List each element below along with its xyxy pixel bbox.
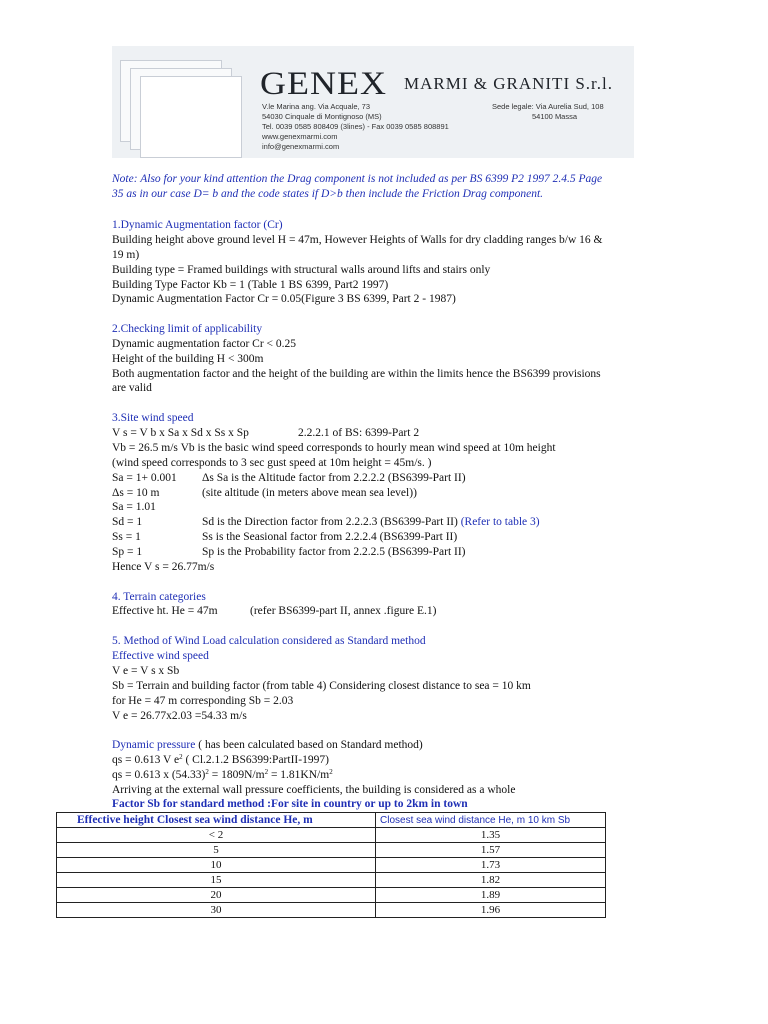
section-2-line: Both augmentation factor and the height of the building are within the limits hence the BS6399 provisions (112, 368, 601, 380)
factor-sb-title: Factor Sb for standard method :For site in country or up to 2km in town (112, 798, 468, 810)
address-line: info@genexmarmi.com (262, 142, 340, 151)
section-5-line: V e = V s x Sb (112, 665, 180, 677)
note-line: 35 as in our case D= b and the code states if D>b then include the Friction Drag component. (112, 188, 544, 200)
address-line: Tel. 0039 0585 808409 (3lines) - Fax 0039 0585 808891 (262, 122, 449, 131)
section-5-subtitle: Effective wind speed (112, 650, 209, 662)
table-row (57, 843, 606, 858)
table-cell: 1.57 (376, 843, 606, 858)
section-5-line: Sb = Terrain and building factor (from table 4) Considering closest distance to sea = 10 km (112, 680, 531, 692)
table-3-reference: (Refer to table 3) (457, 516, 540, 528)
section-1-title: 1.Dynamic Augmentation factor (Cr) (112, 219, 283, 231)
dynamic-pressure-line: Dynamic pressure ( has been calculated based on Standard method) (112, 739, 423, 751)
factor-row: Δs = 10 m (site altitude (in meters above mean sea level)) (112, 487, 417, 499)
factor-row: Ss = 1 Ss is the Seasional factor from 2.2.2.4 (BS6399-Part II) (112, 531, 458, 543)
company-logo: GENEX (260, 65, 387, 101)
address-line: www.genexmarmi.com (262, 132, 338, 141)
legal-line: 54100 Massa (532, 112, 578, 121)
qs-formula: qs = 0.613 V $e^2$ ( Cl.2.1.2 BS6399:PartII-1997) (112, 753, 329, 766)
table-row (57, 888, 606, 903)
legal-line: Sede legale: Via Aurelia Sud, 108 (492, 102, 604, 111)
table-cell: 1.82 (376, 873, 606, 888)
factor-row: Sa = 1.01 (112, 501, 156, 513)
factor-row: Sd = 1 Sd is the Direction factor from 2.2.2.3 (BS6399-Part II) (Refer to table 3) (112, 516, 540, 528)
table-header-cell: Effective height Closest sea wind distance He, m (57, 813, 376, 828)
section-5-line: V e = 26.77x2.03 =54.33 m/s (112, 710, 247, 722)
note-label: Note: (112, 173, 138, 185)
factor-row: Sa = 1+ 0.001 Δs Sa is the Altitude factor from 2.2.2.2 (BS6399-Part II) (112, 472, 466, 484)
section-3-line: Vb = 26.5 m/s Vb is the basic wind speed corresponds to hourly mean wind speed at 10m height (112, 442, 556, 454)
note-line: Note: Also for your kind attention the Drag component is not included as per BS 6399 P2 1997 2.4.5 Page (112, 173, 603, 185)
section-4-line: Effective ht. He = 47m (refer BS6399-part II, annex .figure E.1) (112, 605, 437, 617)
company-name: MARMI & GRANITI S.r.l. (404, 74, 614, 93)
section-2-title: 2.Checking limit of applicability (112, 323, 263, 335)
section-1-line: Dynamic Augmentation Factor Cr = 0.05(Figure 3 BS 6399, Part 2 - 1987) (112, 293, 456, 305)
table-cell: 30 (57, 903, 376, 918)
company-address (262, 102, 449, 152)
section-2-line: Dynamic augmentation factor Cr < 0.25 (112, 338, 297, 350)
section-2-line: are valid (112, 382, 152, 394)
section-3-result: Hence V s = 26.77m/s (112, 561, 215, 573)
section-5-line: Arriving at the external wall pressure coefficients, the building is considered as a whole (112, 784, 516, 796)
section-3-formula: V s = V b x Sa x Sd x Ss x Sp 2.2.2.1 of BS: 6399-Part 2 (112, 427, 420, 439)
section-2-line: Height of the building H < 300m (112, 353, 264, 365)
address-line: 54030 Cinquale di Montignoso (MS) (262, 112, 382, 121)
table-row (57, 858, 606, 873)
table-header-cell: Closest sea wind distance He, m 10 km Sb (376, 813, 606, 828)
factor-sb-table (56, 812, 606, 918)
section-1-line: 19 m) (112, 249, 140, 261)
address-line: V.le Marina ang. Via Acquale, 73 (262, 102, 370, 111)
factor-row: Sp = 1 Sp is the Probability factor from 2.2.2.5 (BS6399-Part II) (112, 546, 466, 558)
table-cell: 1.89 (376, 888, 606, 903)
table-cell: 1.35 (376, 828, 606, 843)
table-cell: 20 (57, 888, 376, 903)
section-3-title: 3.Site wind speed (112, 412, 194, 424)
company-legal-address (492, 102, 604, 122)
table-cell: 15 (57, 873, 376, 888)
dynamic-pressure-label: Dynamic pressure (112, 739, 196, 751)
section-1-line: Building height above ground level H = 47m, However Heights of Walls for dry cladding ranges b/w 16 & (112, 234, 603, 246)
table-cell: 1.73 (376, 858, 606, 873)
section-4-title: 4. Terrain categories (112, 591, 206, 603)
table-cell: 10 (57, 858, 376, 873)
qs-value: qs = 0.613 x $(54.33)^2 = 1809N/m^2 = 1.81KN/m^2$ (112, 768, 333, 781)
section-5-title: 5. Method of Wind Load calculation considered as Standard method (112, 635, 426, 647)
table-cell: 5 (57, 843, 376, 858)
table-header-row (57, 813, 606, 828)
section-3-line: (wind speed corresponds to 3 sec gust speed at 10m height = 45m/s. ) (112, 457, 432, 469)
logo-graphic-card (140, 76, 242, 158)
table-row (57, 873, 606, 888)
table-row (57, 828, 606, 843)
letterhead (112, 46, 634, 158)
table-cell: < 2 (57, 828, 376, 843)
section-5-line: for He = 47 m corresponding Sb = 2.03 (112, 695, 294, 707)
section-1-line: Building type = Framed buildings with structural walls around lifts and stairs only (112, 264, 491, 276)
table-row (57, 903, 606, 918)
table-cell: 1.96 (376, 903, 606, 918)
section-1-line: Building Type Factor Kb = 1 (Table 1 BS 6399, Part2 1997) (112, 279, 389, 291)
